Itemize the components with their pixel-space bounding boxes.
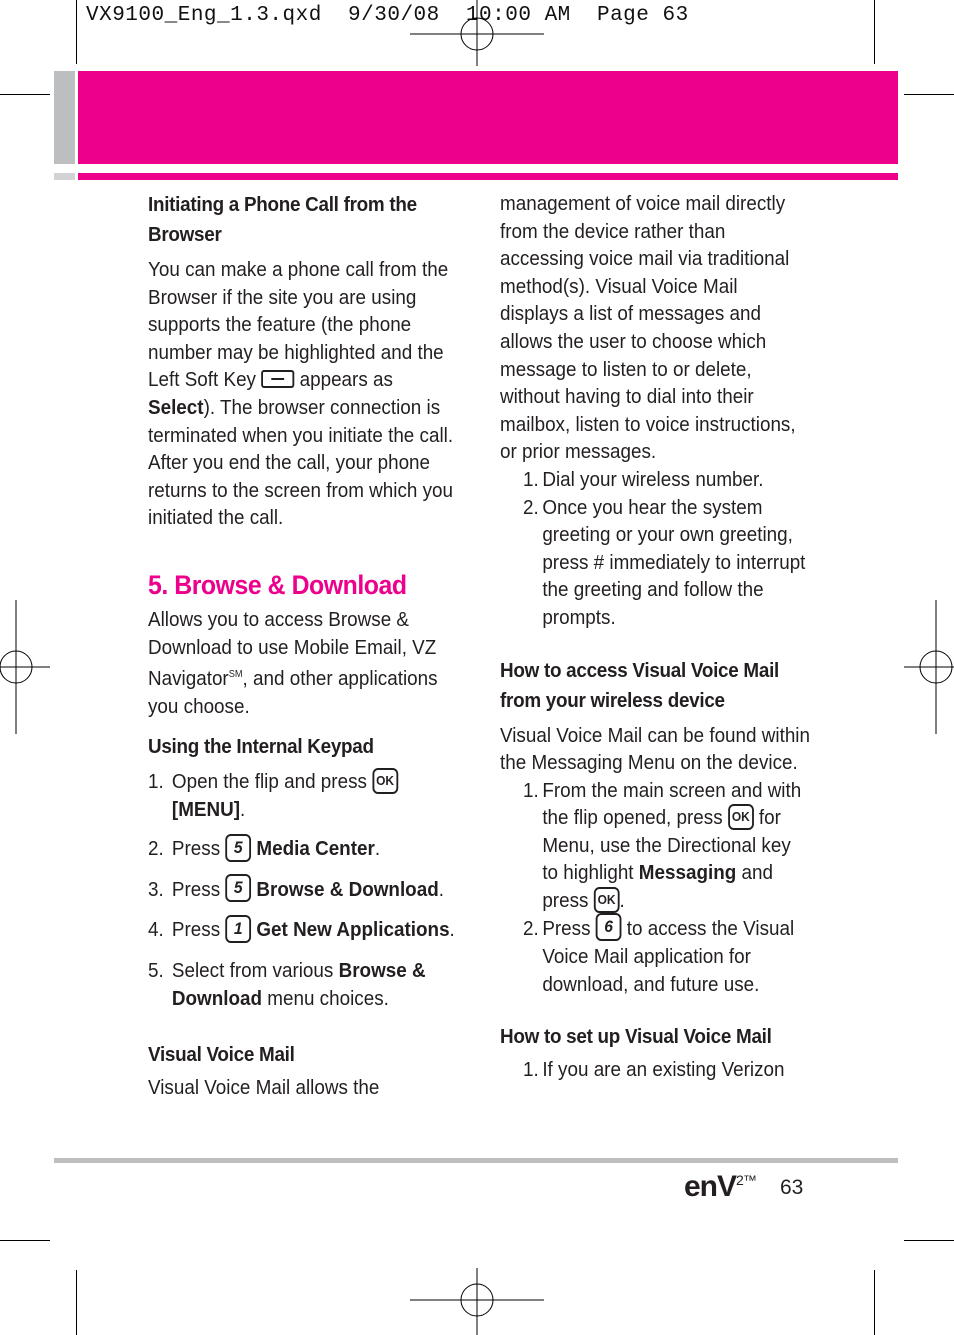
step-text: Dial your wireless number. bbox=[542, 467, 764, 491]
text: . bbox=[240, 797, 246, 821]
left-soft-key-icon bbox=[261, 370, 294, 388]
text: Open the flip and press bbox=[171, 770, 367, 794]
crop-mark bbox=[76, 1270, 77, 1335]
paragraph-phone-call bbox=[148, 256, 458, 532]
text: and press bbox=[542, 861, 774, 913]
step-number: 5. bbox=[148, 959, 164, 983]
registration-mark-right bbox=[904, 600, 954, 734]
crop-mark bbox=[76, 0, 77, 64]
list-item bbox=[148, 876, 458, 905]
step-number: 2. bbox=[523, 495, 539, 519]
heading-internal-keypad: Using the Internal Keypad bbox=[148, 735, 374, 759]
text-bold: Get New Applications bbox=[256, 918, 450, 942]
key-6-icon: 6 bbox=[596, 913, 622, 941]
registration-mark-left bbox=[0, 600, 50, 734]
text: From the main screen and with the flip opened, press bbox=[542, 778, 802, 830]
paragraph-visual-voice-mail: Visual Voice Mail allows the bbox=[148, 1076, 380, 1100]
service-mark: SM bbox=[228, 669, 243, 681]
text: for Menu, use the Directional key to highlight bbox=[542, 806, 791, 885]
text-bold: Select bbox=[148, 395, 204, 419]
step-number: 2. bbox=[148, 837, 164, 861]
list-item bbox=[500, 494, 810, 632]
header-pink-band bbox=[78, 71, 898, 164]
registration-mark-bottom bbox=[410, 1268, 544, 1335]
key-5-icon: 5 bbox=[225, 834, 251, 862]
keypad-steps bbox=[148, 768, 458, 1012]
crop-mark bbox=[904, 94, 954, 95]
setup-steps bbox=[500, 1056, 810, 1084]
print-slug: VX9100_Eng_1.3.qxd 9/30/08 10:00 AM Page 63 bbox=[86, 4, 689, 27]
text: , and other applications you choose. bbox=[148, 666, 438, 718]
section-title: 5. Browse & Download bbox=[148, 569, 407, 600]
heading-visual-voice-mail: Visual Voice Mail bbox=[148, 1043, 295, 1067]
crop-mark bbox=[874, 1270, 875, 1335]
step-number: 1. bbox=[523, 467, 539, 491]
header-pink-rule bbox=[78, 173, 898, 180]
step-number: 3. bbox=[148, 877, 164, 901]
text: appears as bbox=[299, 368, 393, 392]
text-bold: Media Center bbox=[256, 837, 375, 861]
list-item bbox=[500, 915, 810, 999]
access-steps bbox=[500, 777, 810, 999]
env2-logo bbox=[684, 1170, 756, 1204]
step-number: 4. bbox=[148, 918, 164, 942]
heading-access-vvm: How to access Visual Voice Mail from your wireless device bbox=[500, 658, 780, 712]
text: Press bbox=[171, 918, 221, 942]
heading-setup-vvm: How to set up Visual Voice Mail bbox=[500, 1025, 772, 1049]
text: . bbox=[374, 837, 381, 861]
crop-mark bbox=[0, 94, 50, 95]
paragraph-vvm-description: management of voice mail directly from the device rather than accessing voice mail via traditional method(s). Visual Voice Mail displays a list of messages and allows the user to choose which message to listen to or delete, without having to dial into their mailbox, listen to voice instructions, or prior messages. bbox=[500, 192, 796, 464]
text: You can make a phone call from the Browser if the site you are using supports the feature (the phone number may be highlighted and the Left Soft Key bbox=[148, 258, 449, 392]
step-text bbox=[172, 835, 380, 864]
list-item bbox=[148, 835, 458, 864]
heading-phone-call-browser: Initiating a Phone Call from the Browser bbox=[148, 193, 417, 246]
step-text bbox=[542, 915, 810, 999]
text: to access the Visual Voice Mail application for download, and future use. bbox=[542, 916, 795, 996]
logo-superscript: 2™ bbox=[736, 1172, 756, 1188]
step-text: Once you hear the system greeting or your own greeting, press # immediately to interrupt the greeting and follow the prompts. bbox=[542, 495, 806, 629]
list-item bbox=[148, 916, 458, 945]
step-text bbox=[172, 876, 444, 905]
text-bold: Browse & Download bbox=[256, 877, 439, 901]
list-item bbox=[148, 957, 458, 1012]
text: Press bbox=[171, 877, 221, 901]
text-bold: [MENU] bbox=[171, 797, 241, 821]
text-bold: Messaging bbox=[638, 861, 737, 885]
list-item bbox=[500, 777, 810, 915]
registration-mark-top bbox=[410, 0, 544, 66]
vvm-steps bbox=[500, 466, 810, 632]
step-text bbox=[172, 768, 398, 823]
step-text bbox=[542, 777, 810, 915]
ok-key-icon: OK bbox=[594, 887, 620, 913]
step-text bbox=[172, 957, 458, 1012]
paragraph-vvm-location: Visual Voice Mail can be found within the Messaging Menu on the device. bbox=[500, 723, 810, 775]
crop-mark bbox=[0, 1240, 50, 1241]
key-1-icon: 1 bbox=[225, 915, 251, 943]
text: menu choices. bbox=[267, 986, 389, 1010]
ok-key-icon: OK bbox=[372, 768, 398, 794]
crop-mark bbox=[904, 1240, 954, 1241]
step-number: 1. bbox=[523, 1058, 539, 1082]
text: ). The browser connection is terminated when you initiate the call. After you end the call, your phone returns to the screen from which you initiated the call. bbox=[148, 395, 454, 530]
key-5-icon: 5 bbox=[225, 874, 251, 902]
step-text bbox=[172, 916, 455, 945]
page-number: 63 bbox=[780, 1176, 804, 1199]
crop-mark bbox=[874, 0, 875, 64]
footer-rule bbox=[54, 1158, 898, 1163]
logo-text: enV bbox=[684, 1170, 737, 1203]
step-number: 2. bbox=[523, 916, 539, 940]
text: . bbox=[438, 877, 444, 901]
text: Press bbox=[542, 916, 591, 940]
list-item bbox=[500, 466, 810, 494]
text-bold: Browse & Download bbox=[171, 959, 426, 1010]
right-column bbox=[500, 190, 810, 1084]
list-item bbox=[500, 1056, 810, 1084]
text: . bbox=[619, 889, 625, 913]
step-number: 1. bbox=[148, 770, 164, 794]
header-gray-tab bbox=[54, 71, 75, 164]
paragraph-browse-download bbox=[148, 606, 458, 720]
text: . bbox=[449, 918, 455, 942]
left-column bbox=[148, 190, 458, 1102]
ok-key-icon: OK bbox=[728, 804, 754, 830]
text: Press bbox=[171, 837, 221, 861]
header-gray-rule bbox=[54, 173, 75, 180]
text: Select from various bbox=[171, 959, 334, 983]
list-item bbox=[148, 768, 458, 823]
step-text: If you are an existing Verizon bbox=[542, 1058, 785, 1082]
text: Allows you to access Browse & Download to use Mobile Email, VZ Navigator bbox=[148, 607, 437, 690]
step-number: 1. bbox=[523, 778, 539, 802]
